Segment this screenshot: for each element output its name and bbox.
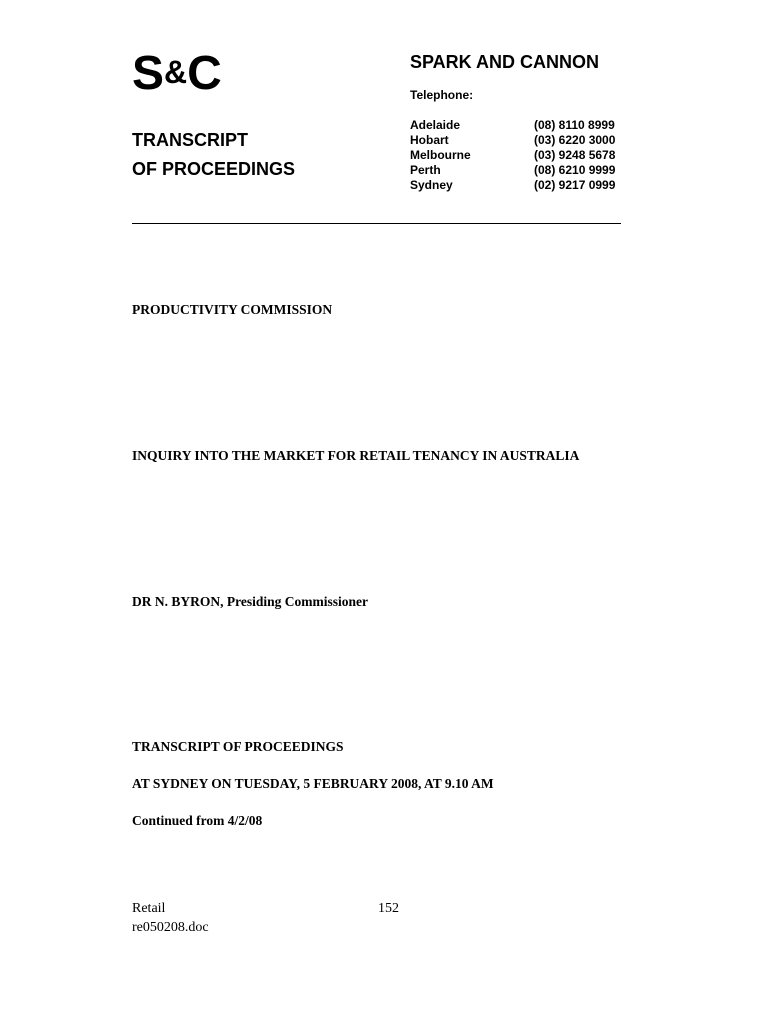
title-line-2: OF PROCEEDINGS	[132, 159, 296, 179]
footer-label: Retail	[132, 901, 166, 916]
logo-letter-s: S	[132, 47, 164, 100]
logo-ampersand: &	[164, 54, 187, 90]
city-name: Hobart	[410, 133, 449, 147]
logo-letter-c: C	[187, 47, 221, 100]
phone-number: (03) 6220 3000	[534, 133, 616, 147]
proceedings-heading: TRANSCRIPT OF PROCEEDINGS	[132, 739, 344, 754]
phone-row-perth	[410, 163, 615, 178]
footer-filename: re050208.doc	[132, 920, 209, 935]
city-name: Adelaide	[410, 118, 461, 132]
spark-cannon-logo	[132, 44, 221, 102]
phone-number: (02) 9217 0999	[534, 178, 616, 192]
city-name: Melbourne	[410, 148, 471, 162]
document-title	[132, 126, 295, 184]
firm-name: SPARK AND CANNON	[410, 52, 599, 72]
phone-row-melbourne	[410, 148, 615, 163]
phone-row-sydney	[410, 178, 615, 193]
phone-row-adelaide	[410, 118, 615, 133]
phone-number: (08) 8110 8999	[534, 118, 615, 132]
phone-number: (08) 6210 9999	[534, 163, 616, 177]
organisation-heading: PRODUCTIVITY COMMISSION	[132, 302, 333, 317]
phone-row-hobart	[410, 133, 615, 148]
city-name: Perth	[410, 163, 441, 177]
commissioner-line: DR N. BYRON, Presiding Commissioner	[132, 594, 368, 609]
phone-number: (03) 9248 5678	[534, 148, 616, 162]
continued-line: Continued from 4/2/08	[132, 813, 263, 828]
phone-directory	[410, 118, 615, 193]
city-name: Sydney	[410, 178, 453, 192]
header-divider	[132, 223, 621, 224]
location-date-line: AT SYDNEY ON TUESDAY, 5 FEBRUARY 2008, AT 9.10 AM	[132, 776, 494, 791]
telephone-label: Telephone:	[410, 88, 474, 102]
inquiry-heading: INQUIRY INTO THE MARKET FOR RETAIL TENANCY IN AUSTRALIA	[132, 448, 580, 463]
page-number: 152	[378, 901, 399, 916]
title-line-1: TRANSCRIPT	[132, 130, 248, 150]
